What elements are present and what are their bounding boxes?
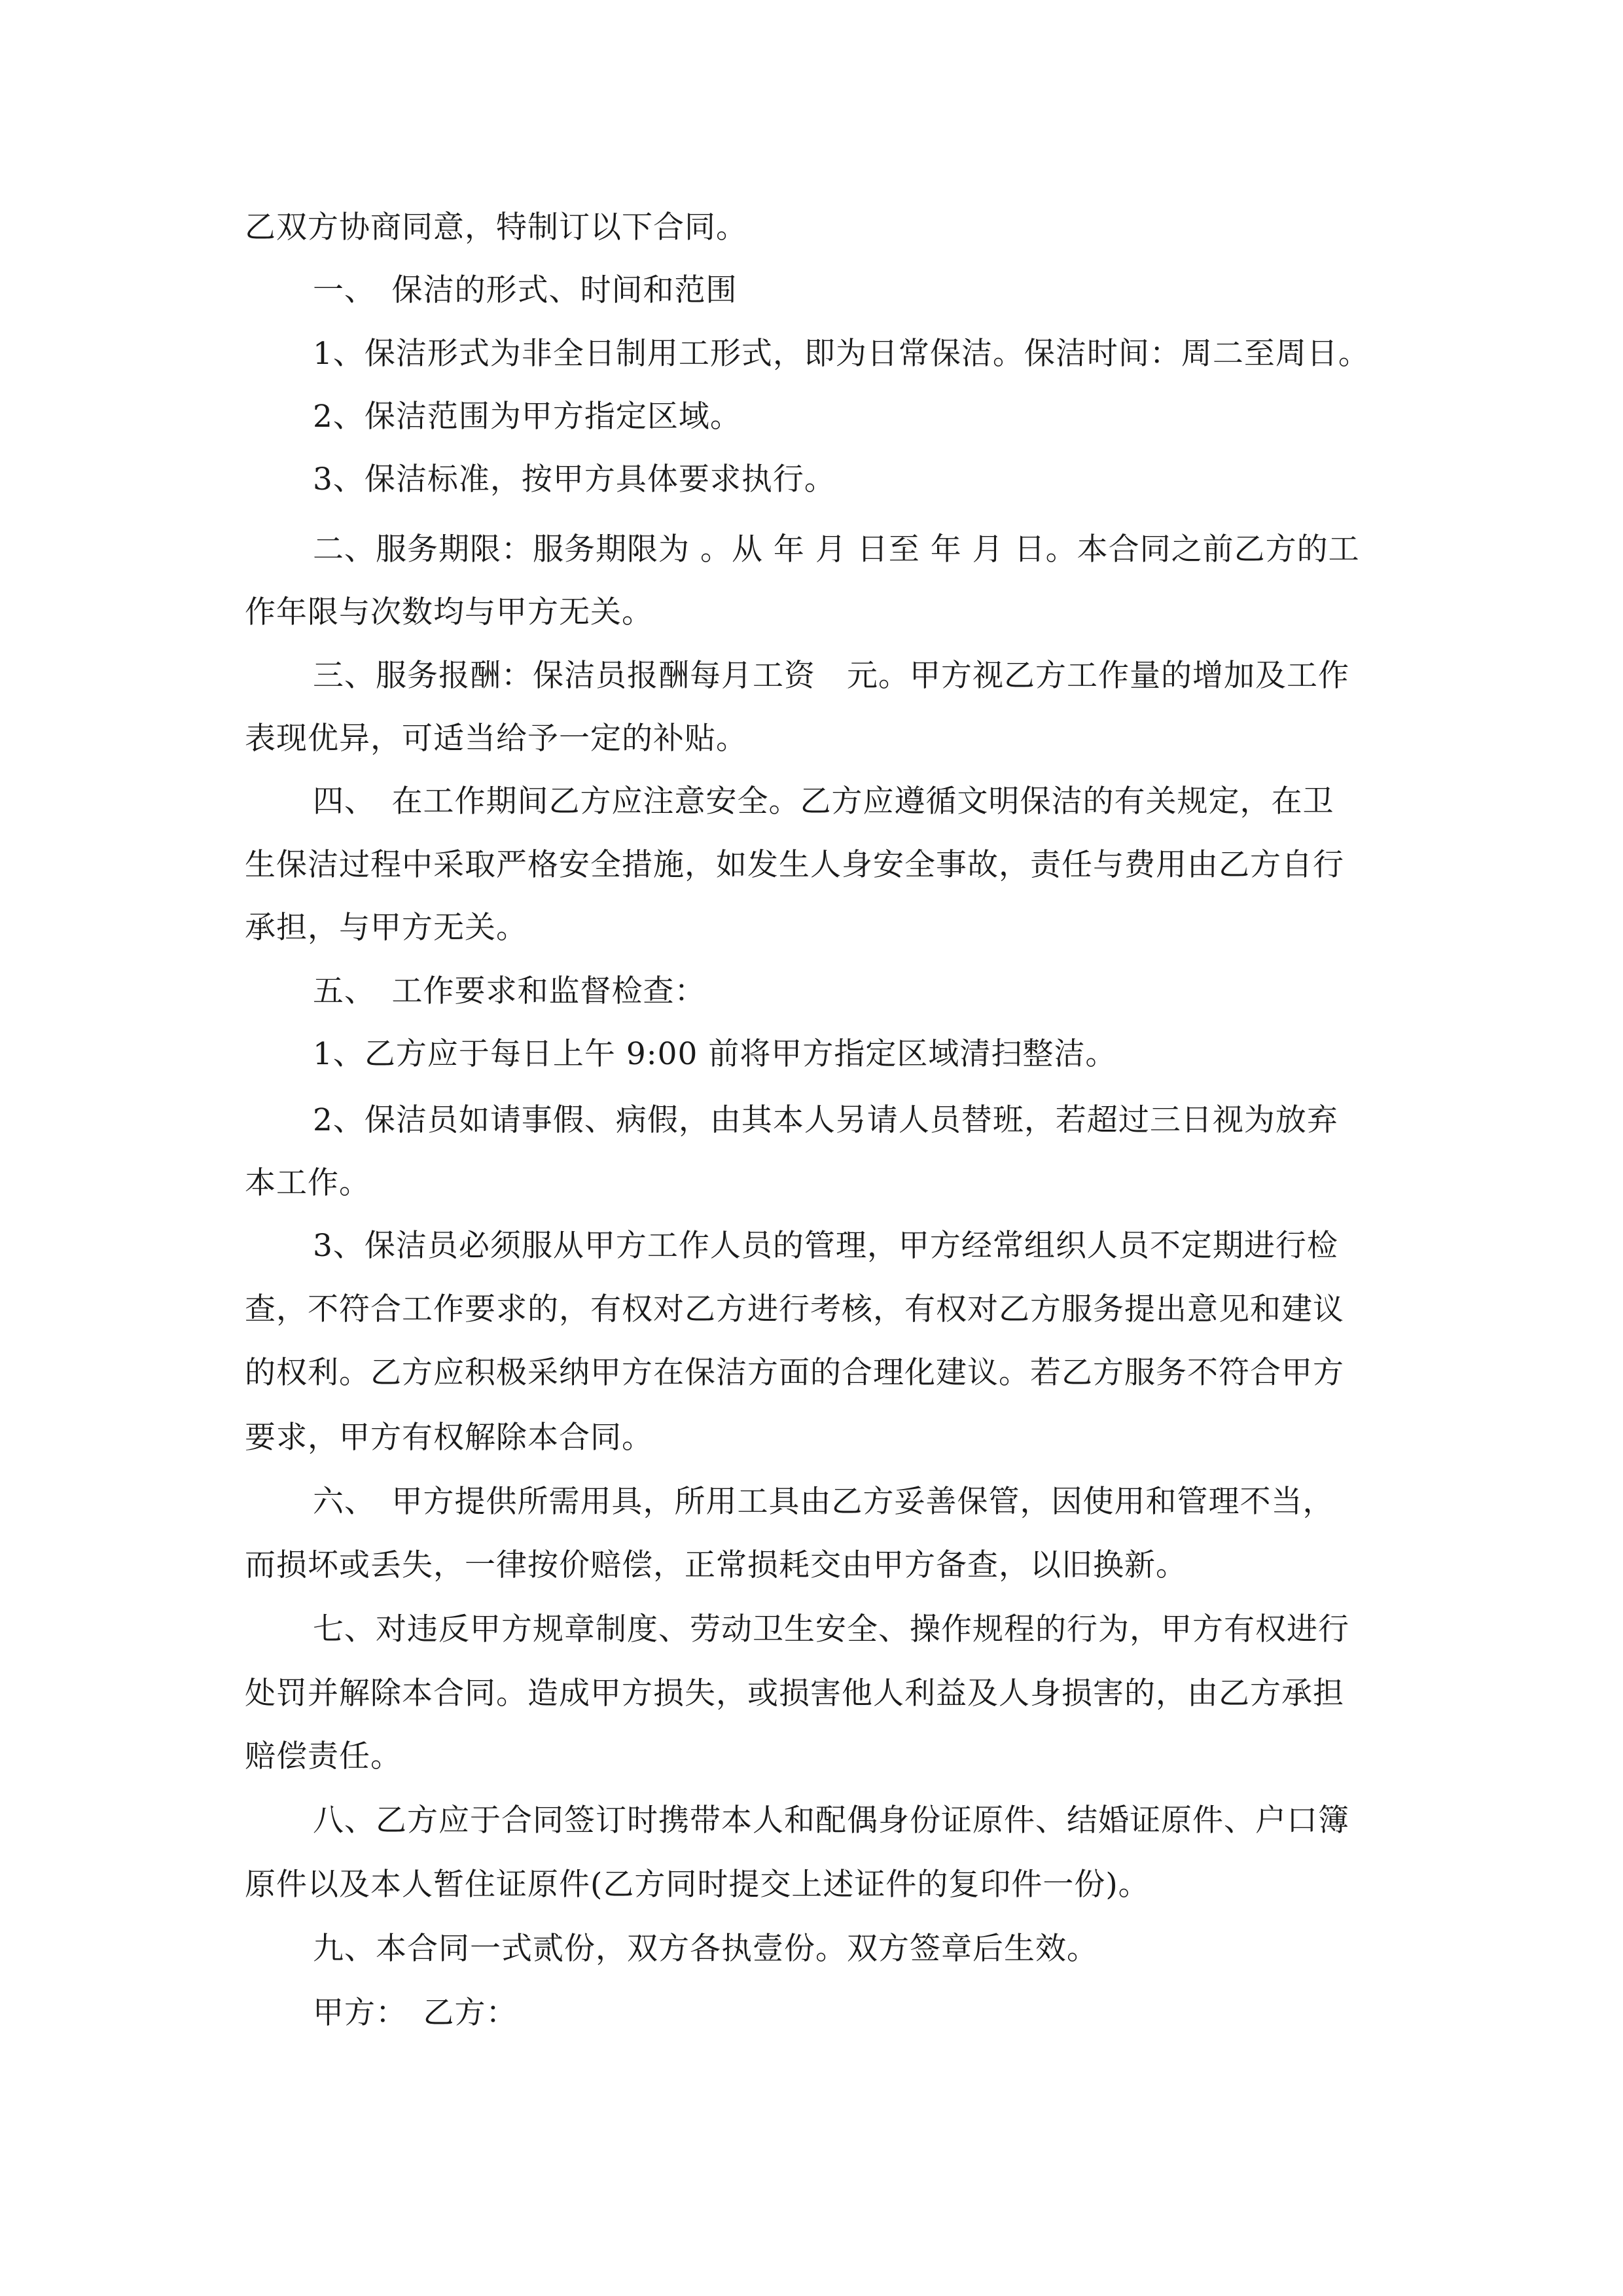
text-line: 1、保洁形式为非全日制用工形式，即为日常保洁。保洁时间：周二至周日。 [313,336,1370,372]
text-line: 本工作。 [245,1165,370,1201]
text-line: 承担，与甲方无关。 [245,910,527,946]
section-heading-3: 三、服务报酬：保洁员报酬每月工资 元。甲方视乙方工作量的增加及工作 [313,658,1349,694]
section-heading-9: 九、本合同一式贰份，双方各执壹份。双方签章后生效。 [313,1931,1098,1967]
text-line: 3、保洁员必须服从甲方工作人员的管理，甲方经常组织人员不定期进行检 [313,1228,1338,1264]
section-heading-4: 四、 在工作期间乙方应注意安全。乙方应遵循文明保洁的有关规定，在卫 [313,783,1334,819]
text-line: 查，不符合工作要求的，有权对乙方进行考核，有权对乙方服务提出意见和建议 [245,1291,1344,1327]
section-heading-1: 一、 保洁的形式、时间和范围 [313,272,738,308]
text-line: 赔偿责任。 [245,1738,402,1774]
section-heading-5: 五、 工作要求和监督检查： [313,973,706,1009]
section-heading-6: 六、 甲方提供所需用具，所用工具由乙方妥善保管，因使用和管理不当， [313,1484,1334,1520]
section-heading-2: 二、服务期限：服务期限为 。从 年 月 日至 年 月 日。本合同之前乙方的工 [313,531,1360,567]
text-line: 乙双方协商同意，特制订以下合同。 [245,209,747,245]
text-line: 而损坏或丢失，一律按价赔偿，正常损耗交由甲方备查，以旧换新。 [245,1547,1187,1583]
text-line: 表现优异，可适当给予一定的补贴。 [245,721,747,757]
text-line: 1、乙方应于每日上午 9:00 前将甲方指定区域清扫整洁。 [313,1036,1117,1072]
text-line: 2、保洁员如请事假、病假，由其本人另请人员替班，若超过三日视为放弃 [313,1102,1338,1138]
text-line: 原件以及本人暂住证原件(乙方同时提交上述证件的复印件一份)。 [245,1867,1150,1903]
section-heading-7: 七、对违反甲方规章制度、劳动卫生安全、操作规程的行为，甲方有权进行 [313,1611,1349,1647]
text-line: 的权利。乙方应积极采纳甲方在保洁方面的合理化建议。若乙方服务不符合甲方 [245,1355,1344,1391]
text-line: 生保洁过程中采取严格安全措施，如发生人身安全事故，责任与费用由乙方自行 [245,847,1344,883]
signature-line: 甲方： 乙方： [313,1995,518,2031]
text-line: 2、保洁范围为甲方指定区域。 [313,399,741,435]
text-line: 作年限与次数均与甲方无关。 [245,594,653,630]
section-heading-8: 八、乙方应于合同签订时携带本人和配偶身份证原件、结婚证原件、户口簿 [313,1803,1349,1839]
text-line: 要求，甲方有权解除本合同。 [245,1420,653,1456]
text-line: 3、保洁标准，按甲方具体要求执行。 [313,461,836,497]
text-line: 处罚并解除本合同。造成甲方损失，或损害他人利益及人身损害的，由乙方承担 [245,1676,1344,1712]
